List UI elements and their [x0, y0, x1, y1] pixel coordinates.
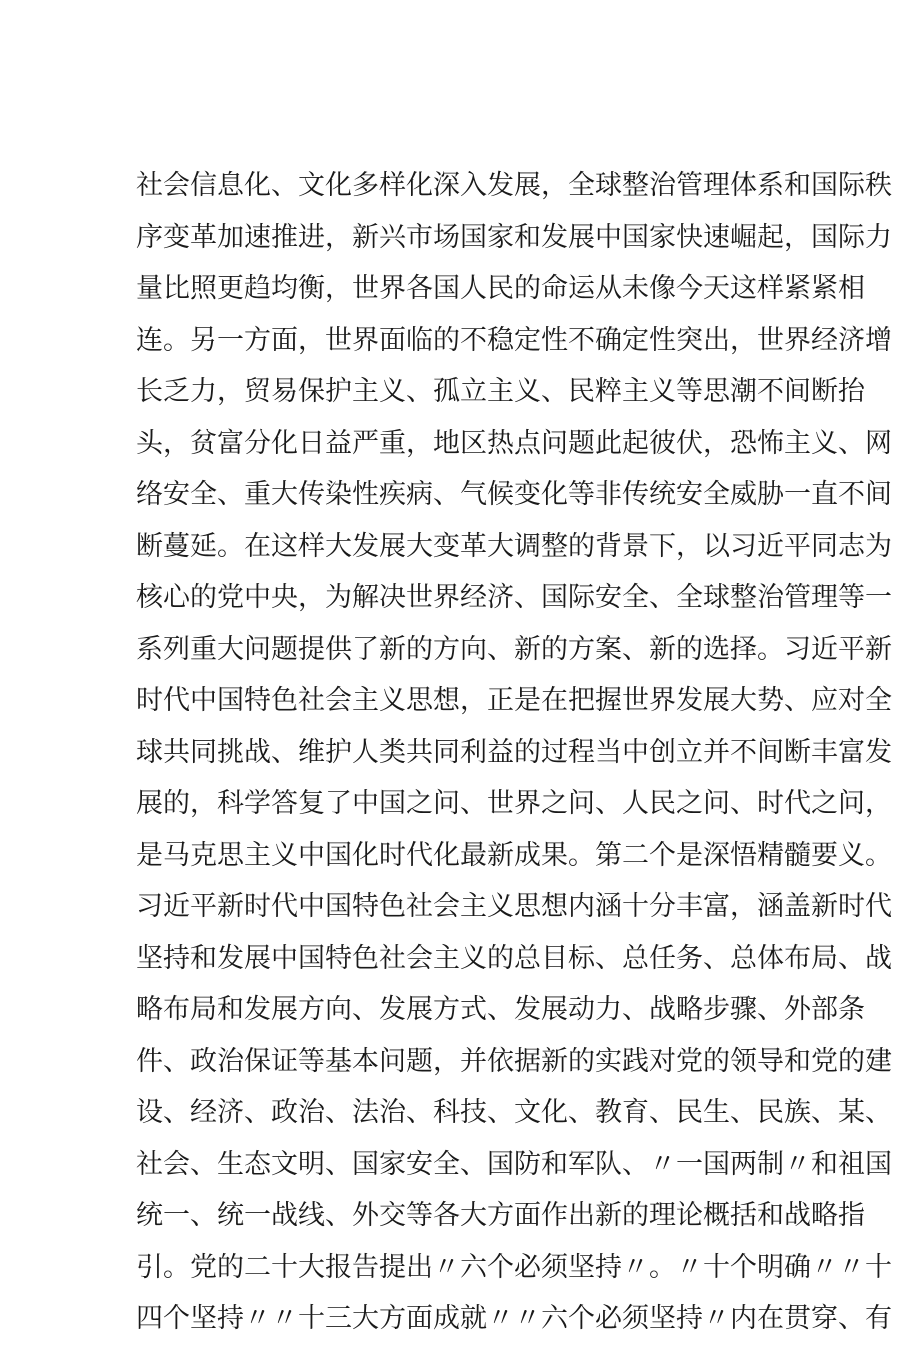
text-line: 络安全、重大传染性疾病、气候变化等非传统安全威胁一直不间	[136, 479, 892, 510]
text-line: 量比照更趋均衡，世界各国人民的命运从未像今天这样紧紧相	[136, 273, 865, 304]
text-line: 球共同挑战、维护人类共同利益的过程当中创立并不间断丰富发	[136, 736, 892, 768]
text-line: 习近平新时代中国特色社会主义思想内涵十分丰富，涵盖新时代	[136, 891, 892, 922]
text-line: 四个坚持〃〃十三大方面成就〃〃六个必须坚持〃内在贯穿、有	[136, 1303, 892, 1334]
text-line: 长乏力，贸易保护主义、孤立主义、民粹主义等思潮不间断抬	[136, 376, 865, 407]
text-line: 核心的党中央，为解决世界经济、国际安全、全球整治管理等一	[136, 582, 892, 613]
text-line: 社会信息化、文化多样化深入发展，全球整治管理体系和国际秩	[136, 170, 892, 201]
text-line: 坚持和发展中国特色社会主义的总目标、总任务、总体布局、战	[136, 942, 892, 974]
body-paragraph	[136, 160, 892, 1345]
text-line: 略布局和发展方向、发展方式、发展动力、战略步骤、外部条	[136, 994, 865, 1025]
text-line: 时代中国特色社会主义思想，正是在把握世界发展大势、应对全	[136, 685, 892, 716]
text-line: 引。党的二十大报告提出〃六个必须坚持〃。〃十个明确〃〃十	[136, 1251, 892, 1283]
text-line: 展的，科学答复了中国之问、世界之问、人民之问、时代之问，	[136, 788, 892, 819]
text-line: 断蔓延。在这样大发展大变革大调整的背景下，以习近平同志为	[136, 530, 892, 562]
text-line: 连。另一方面，世界面临的不稳定性不确定性突出，世界经济增	[136, 324, 892, 356]
text-line: 社会、生态文明、国家安全、国防和军队、〃一国两制〃和祖国	[136, 1148, 892, 1180]
text-line: 是马克思主义中国化时代化最新成果。第二个是深悟精髓要义。	[136, 839, 892, 871]
text-line: 头，贫富分化日益严重，地区热点问题此起彼伏，恐怖主义、网	[136, 427, 892, 459]
text-line: 序变革加速推进，新兴市场国家和发展中国家快速崛起，国际力	[136, 221, 892, 253]
text-line: 统一、统一战线、外交等各大方面作出新的理论概括和战略指	[136, 1200, 865, 1231]
text-line: 件、政治保证等基本问题，并依据新的实践对党的领导和党的建	[136, 1045, 892, 1077]
text-line: 设、经济、政治、法治、科技、文化、教育、民生、民族、某、	[136, 1097, 892, 1128]
text-line: 系列重大问题提供了新的方向、新的方案、新的选择。习近平新	[136, 633, 892, 665]
